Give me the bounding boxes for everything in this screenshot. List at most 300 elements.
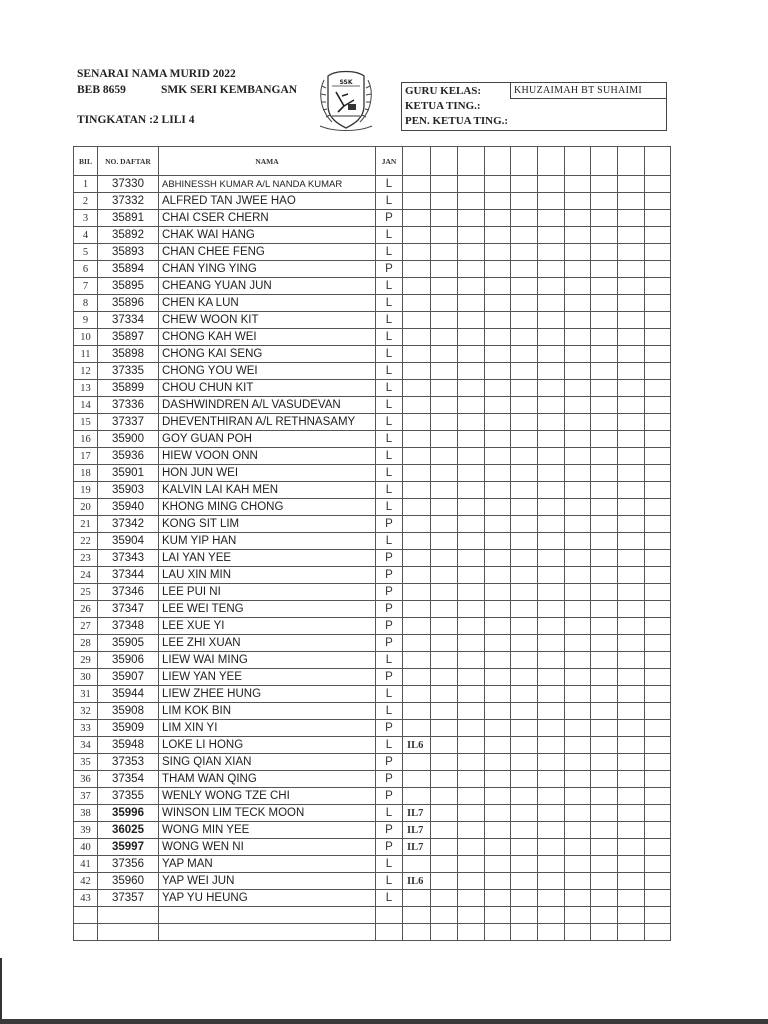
row-number: 30 bbox=[74, 669, 98, 686]
registration-number: 37342 bbox=[98, 516, 159, 533]
gender-code: L bbox=[376, 278, 403, 295]
empty-cell bbox=[431, 329, 458, 346]
empty-cell bbox=[431, 856, 458, 873]
empty-cell bbox=[591, 686, 618, 703]
empty-cell bbox=[645, 907, 671, 924]
note-cell bbox=[403, 652, 431, 669]
table-row bbox=[74, 635, 671, 652]
registration-number: 37332 bbox=[98, 193, 159, 210]
empty-cell bbox=[591, 550, 618, 567]
gender-code: L bbox=[376, 805, 403, 822]
empty-cell bbox=[618, 329, 645, 346]
student-name: WONG MIN YEE bbox=[159, 822, 376, 839]
empty-cell bbox=[511, 516, 538, 533]
note-cell bbox=[403, 278, 431, 295]
empty-cell bbox=[591, 312, 618, 329]
empty-cell bbox=[591, 890, 618, 907]
empty-cell bbox=[565, 839, 591, 856]
empty-cell bbox=[538, 822, 565, 839]
empty-cell bbox=[645, 754, 671, 771]
empty-cell bbox=[591, 720, 618, 737]
header-blank bbox=[618, 147, 645, 176]
empty-cell bbox=[618, 295, 645, 312]
empty-cell bbox=[591, 329, 618, 346]
empty-cell bbox=[591, 193, 618, 210]
registration-number: 35944 bbox=[98, 686, 159, 703]
pen-ketua-ting-label: PEN. KETUA TING.: bbox=[405, 115, 509, 127]
student-name: CHAN YING YING bbox=[159, 261, 376, 278]
empty-cell bbox=[485, 618, 511, 635]
empty-cell bbox=[511, 737, 538, 754]
empty-cell bbox=[485, 295, 511, 312]
row-number: 3 bbox=[74, 210, 98, 227]
empty-cell bbox=[618, 822, 645, 839]
empty-cell bbox=[618, 635, 645, 652]
empty-cell bbox=[458, 312, 485, 329]
row-number: 32 bbox=[74, 703, 98, 720]
row-number: 5 bbox=[74, 244, 98, 261]
table-row bbox=[74, 363, 671, 380]
ketua-ting-label: KETUA TING.: bbox=[405, 100, 481, 112]
empty-cell bbox=[645, 703, 671, 720]
registration-number: 35895 bbox=[98, 278, 159, 295]
empty-cell bbox=[511, 754, 538, 771]
school-code: BEB 8659 bbox=[77, 84, 126, 96]
empty-cell bbox=[645, 788, 671, 805]
empty-cell bbox=[645, 431, 671, 448]
registration-number: 35892 bbox=[98, 227, 159, 244]
empty-cell bbox=[485, 329, 511, 346]
empty-cell bbox=[645, 584, 671, 601]
empty-cell bbox=[618, 465, 645, 482]
table-row bbox=[74, 788, 671, 805]
row-number: 42 bbox=[74, 873, 98, 890]
empty-cell bbox=[618, 414, 645, 431]
empty-cell bbox=[431, 720, 458, 737]
empty-cell bbox=[591, 227, 618, 244]
school-name: SMK SERI KEMBANGAN bbox=[161, 84, 298, 96]
empty-cell bbox=[458, 788, 485, 805]
registration-number: 37354 bbox=[98, 771, 159, 788]
empty-cell bbox=[485, 516, 511, 533]
row-number: 18 bbox=[74, 465, 98, 482]
registration-number: 37355 bbox=[98, 788, 159, 805]
empty-cell bbox=[538, 686, 565, 703]
empty-cell bbox=[591, 397, 618, 414]
header-blank bbox=[511, 147, 538, 176]
empty-cell bbox=[645, 822, 671, 839]
empty-cell bbox=[538, 890, 565, 907]
gender-code: P bbox=[376, 635, 403, 652]
empty-cell bbox=[618, 890, 645, 907]
table-row bbox=[74, 176, 671, 193]
empty-cell bbox=[485, 431, 511, 448]
header-blank bbox=[403, 147, 431, 176]
empty-cell bbox=[431, 754, 458, 771]
empty-cell bbox=[458, 448, 485, 465]
student-name: YAP YU HEUNG bbox=[159, 890, 376, 907]
registration-number: 35905 bbox=[98, 635, 159, 652]
row-number: 11 bbox=[74, 346, 98, 363]
empty-cell bbox=[431, 907, 458, 924]
registration-number: 35901 bbox=[98, 465, 159, 482]
empty-cell bbox=[645, 312, 671, 329]
empty-cell bbox=[511, 261, 538, 278]
empty-cell bbox=[591, 176, 618, 193]
empty-cell bbox=[74, 907, 98, 924]
gender-code: L bbox=[376, 856, 403, 873]
student-name: CHONG KAH WEI bbox=[159, 329, 376, 346]
empty-cell bbox=[645, 210, 671, 227]
empty-cell bbox=[458, 771, 485, 788]
table-row bbox=[74, 210, 671, 227]
empty-cell bbox=[431, 669, 458, 686]
empty-cell bbox=[458, 261, 485, 278]
empty-cell bbox=[431, 210, 458, 227]
note-cell bbox=[403, 465, 431, 482]
empty-cell bbox=[591, 533, 618, 550]
empty-cell bbox=[485, 278, 511, 295]
student-name: DASHWINDREN A/L VASUDEVAN bbox=[159, 397, 376, 414]
empty-cell bbox=[485, 771, 511, 788]
note-cell bbox=[403, 499, 431, 516]
row-number: 38 bbox=[74, 805, 98, 822]
empty-cell bbox=[511, 346, 538, 363]
roster-body bbox=[74, 176, 671, 941]
empty-cell bbox=[565, 465, 591, 482]
empty-cell bbox=[618, 312, 645, 329]
table-row bbox=[74, 567, 671, 584]
row-number: 35 bbox=[74, 754, 98, 771]
registration-number: 35897 bbox=[98, 329, 159, 346]
empty-cell bbox=[458, 431, 485, 448]
empty-cell bbox=[431, 635, 458, 652]
empty-cell bbox=[458, 278, 485, 295]
empty-cell bbox=[591, 295, 618, 312]
empty-cell bbox=[159, 907, 376, 924]
note-cell bbox=[403, 295, 431, 312]
note-cell bbox=[403, 635, 431, 652]
empty-cell bbox=[538, 482, 565, 499]
empty-cell bbox=[538, 856, 565, 873]
empty-cell bbox=[618, 618, 645, 635]
student-name: LIM KOK BIN bbox=[159, 703, 376, 720]
student-name: LAU XIN MIN bbox=[159, 567, 376, 584]
empty-cell bbox=[511, 924, 538, 941]
empty-cell bbox=[538, 261, 565, 278]
empty-cell bbox=[485, 754, 511, 771]
empty-cell bbox=[458, 244, 485, 261]
empty-cell bbox=[538, 669, 565, 686]
empty-cell bbox=[458, 652, 485, 669]
empty-cell bbox=[458, 669, 485, 686]
empty-cell bbox=[565, 618, 591, 635]
empty-cell bbox=[511, 244, 538, 261]
header-nama: NAMA bbox=[159, 147, 376, 176]
empty-cell bbox=[618, 907, 645, 924]
gender-code: P bbox=[376, 822, 403, 839]
empty-cell bbox=[538, 788, 565, 805]
empty-cell bbox=[645, 448, 671, 465]
note-cell bbox=[403, 686, 431, 703]
empty-cell bbox=[645, 278, 671, 295]
gender-code: L bbox=[376, 363, 403, 380]
empty-cell bbox=[565, 805, 591, 822]
empty-cell bbox=[431, 465, 458, 482]
empty-cell bbox=[458, 754, 485, 771]
table-row bbox=[74, 414, 671, 431]
student-name: LIEW WAI MING bbox=[159, 652, 376, 669]
row-number: 26 bbox=[74, 601, 98, 618]
gender-code: L bbox=[376, 346, 403, 363]
gender-code: P bbox=[376, 210, 403, 227]
student-name: CHEN KA LUN bbox=[159, 295, 376, 312]
empty-cell bbox=[511, 499, 538, 516]
row-number: 8 bbox=[74, 295, 98, 312]
empty-cell bbox=[538, 414, 565, 431]
row-number: 14 bbox=[74, 397, 98, 414]
table-row bbox=[74, 312, 671, 329]
empty-cell bbox=[431, 601, 458, 618]
header-blank bbox=[565, 147, 591, 176]
row-number: 4 bbox=[74, 227, 98, 244]
empty-cell bbox=[431, 805, 458, 822]
gender-code: L bbox=[376, 890, 403, 907]
header-blank bbox=[485, 147, 511, 176]
empty-cell bbox=[591, 465, 618, 482]
empty-cell bbox=[645, 618, 671, 635]
empty-cell bbox=[485, 873, 511, 890]
empty-cell bbox=[538, 805, 565, 822]
empty-cell bbox=[618, 771, 645, 788]
empty-cell bbox=[565, 822, 591, 839]
gender-code: L bbox=[376, 414, 403, 431]
note-cell bbox=[403, 890, 431, 907]
registration-number: 37357 bbox=[98, 890, 159, 907]
empty-cell bbox=[485, 363, 511, 380]
empty-cell bbox=[485, 193, 511, 210]
empty-cell bbox=[645, 652, 671, 669]
empty-cell bbox=[511, 618, 538, 635]
gender-code: L bbox=[376, 873, 403, 890]
registration-number: 37336 bbox=[98, 397, 159, 414]
note-cell bbox=[403, 346, 431, 363]
empty-cell bbox=[565, 210, 591, 227]
empty-cell bbox=[645, 873, 671, 890]
empty-cell bbox=[485, 890, 511, 907]
row-number: 20 bbox=[74, 499, 98, 516]
empty-cell bbox=[591, 431, 618, 448]
row-number: 27 bbox=[74, 618, 98, 635]
empty-cell bbox=[431, 431, 458, 448]
registration-number: 35960 bbox=[98, 873, 159, 890]
empty-cell bbox=[538, 397, 565, 414]
empty-cell bbox=[511, 295, 538, 312]
empty-cell bbox=[431, 482, 458, 499]
row-number: 2 bbox=[74, 193, 98, 210]
table-row bbox=[74, 278, 671, 295]
registration-number: 37330 bbox=[98, 176, 159, 193]
empty-cell bbox=[458, 295, 485, 312]
student-name: SING QIAN XIAN bbox=[159, 754, 376, 771]
student-name: HIEW VOON ONN bbox=[159, 448, 376, 465]
student-name: LIEW ZHEE HUNG bbox=[159, 686, 376, 703]
registration-number: 37335 bbox=[98, 363, 159, 380]
empty-cell bbox=[565, 227, 591, 244]
student-name: CHEW WOON KIT bbox=[159, 312, 376, 329]
student-name: LEE WEI TENG bbox=[159, 601, 376, 618]
empty-cell bbox=[538, 907, 565, 924]
note-cell bbox=[403, 567, 431, 584]
empty-cell bbox=[565, 431, 591, 448]
registration-number: 35909 bbox=[98, 720, 159, 737]
note-cell: IL6 bbox=[403, 873, 431, 890]
student-name: LEE ZHI XUAN bbox=[159, 635, 376, 652]
empty-cell bbox=[403, 924, 431, 941]
student-name: LOKE LI HONG bbox=[159, 737, 376, 754]
empty-cell bbox=[538, 924, 565, 941]
gender-code: L bbox=[376, 397, 403, 414]
note-cell bbox=[403, 193, 431, 210]
empty-cell bbox=[538, 533, 565, 550]
empty-cell bbox=[458, 176, 485, 193]
empty-cell bbox=[645, 465, 671, 482]
empty-cell bbox=[565, 856, 591, 873]
empty-cell bbox=[618, 244, 645, 261]
empty-cell bbox=[431, 737, 458, 754]
student-name: CHOU CHUN KIT bbox=[159, 380, 376, 397]
student-name: CHONG KAI SENG bbox=[159, 346, 376, 363]
empty-cell bbox=[618, 567, 645, 584]
table-row bbox=[74, 295, 671, 312]
empty-cell bbox=[511, 380, 538, 397]
empty-cell bbox=[431, 550, 458, 567]
row-number: 22 bbox=[74, 533, 98, 550]
note-cell bbox=[403, 856, 431, 873]
table-row bbox=[74, 397, 671, 414]
empty-cell bbox=[511, 533, 538, 550]
empty-cell bbox=[431, 346, 458, 363]
empty-cell bbox=[645, 669, 671, 686]
empty-cell bbox=[431, 516, 458, 533]
empty-cell bbox=[618, 924, 645, 941]
row-number: 41 bbox=[74, 856, 98, 873]
empty-cell bbox=[618, 533, 645, 550]
empty-cell bbox=[618, 720, 645, 737]
row-number: 16 bbox=[74, 431, 98, 448]
empty-cell bbox=[511, 448, 538, 465]
empty-cell bbox=[618, 703, 645, 720]
empty-cell bbox=[645, 686, 671, 703]
empty-cell bbox=[565, 601, 591, 618]
empty-cell bbox=[645, 550, 671, 567]
table-row bbox=[74, 329, 671, 346]
empty-cell bbox=[458, 805, 485, 822]
empty-cell bbox=[431, 839, 458, 856]
empty-cell bbox=[565, 516, 591, 533]
empty-cell bbox=[591, 346, 618, 363]
registration-number: 35996 bbox=[98, 805, 159, 822]
empty-cell bbox=[645, 601, 671, 618]
header-blank bbox=[431, 147, 458, 176]
empty-cell bbox=[458, 363, 485, 380]
gender-code: L bbox=[376, 533, 403, 550]
empty-cell bbox=[618, 805, 645, 822]
gender-code: P bbox=[376, 720, 403, 737]
empty-cell bbox=[511, 856, 538, 873]
scan-bottom-edge bbox=[0, 1019, 768, 1024]
note-cell bbox=[403, 550, 431, 567]
row-number: 15 bbox=[74, 414, 98, 431]
empty-cell bbox=[618, 550, 645, 567]
empty-cell bbox=[591, 771, 618, 788]
note-cell bbox=[403, 210, 431, 227]
empty-cell bbox=[431, 584, 458, 601]
student-name: KHONG MING CHONG bbox=[159, 499, 376, 516]
empty-cell bbox=[618, 380, 645, 397]
empty-cell bbox=[591, 618, 618, 635]
empty-cell bbox=[458, 584, 485, 601]
registration-number: 37356 bbox=[98, 856, 159, 873]
empty-cell bbox=[565, 499, 591, 516]
empty-cell bbox=[645, 567, 671, 584]
table-row bbox=[74, 227, 671, 244]
empty-cell bbox=[458, 839, 485, 856]
empty-cell bbox=[591, 737, 618, 754]
empty-cell bbox=[485, 346, 511, 363]
empty-cell bbox=[618, 686, 645, 703]
note-cell bbox=[403, 397, 431, 414]
registration-number: 35893 bbox=[98, 244, 159, 261]
student-name: WONG WEN NI bbox=[159, 839, 376, 856]
empty-cell bbox=[645, 363, 671, 380]
registration-number: 35936 bbox=[98, 448, 159, 465]
table-row bbox=[74, 720, 671, 737]
table-row bbox=[74, 516, 671, 533]
empty-cell bbox=[458, 924, 485, 941]
gender-code: P bbox=[376, 550, 403, 567]
empty-row bbox=[74, 924, 671, 941]
empty-cell bbox=[565, 890, 591, 907]
student-name: LEE XUE YI bbox=[159, 618, 376, 635]
empty-cell bbox=[511, 193, 538, 210]
registration-number: 35907 bbox=[98, 669, 159, 686]
empty-cell bbox=[511, 329, 538, 346]
empty-cell bbox=[645, 839, 671, 856]
empty-cell bbox=[458, 397, 485, 414]
empty-cell bbox=[591, 244, 618, 261]
gender-code: L bbox=[376, 227, 403, 244]
empty-cell bbox=[431, 822, 458, 839]
empty-cell bbox=[431, 686, 458, 703]
note-cell bbox=[403, 227, 431, 244]
empty-cell bbox=[591, 448, 618, 465]
row-number: 12 bbox=[74, 363, 98, 380]
gender-code: P bbox=[376, 584, 403, 601]
note-cell bbox=[403, 533, 431, 550]
empty-cell bbox=[538, 584, 565, 601]
empty-cell bbox=[485, 788, 511, 805]
empty-cell bbox=[511, 720, 538, 737]
empty-cell bbox=[538, 652, 565, 669]
empty-cell bbox=[565, 533, 591, 550]
empty-cell bbox=[431, 652, 458, 669]
student-name: GOY GUAN POH bbox=[159, 431, 376, 448]
header-bil: BIL bbox=[74, 147, 98, 176]
empty-cell bbox=[538, 312, 565, 329]
empty-cell bbox=[458, 533, 485, 550]
note-cell: IL6 bbox=[403, 737, 431, 754]
